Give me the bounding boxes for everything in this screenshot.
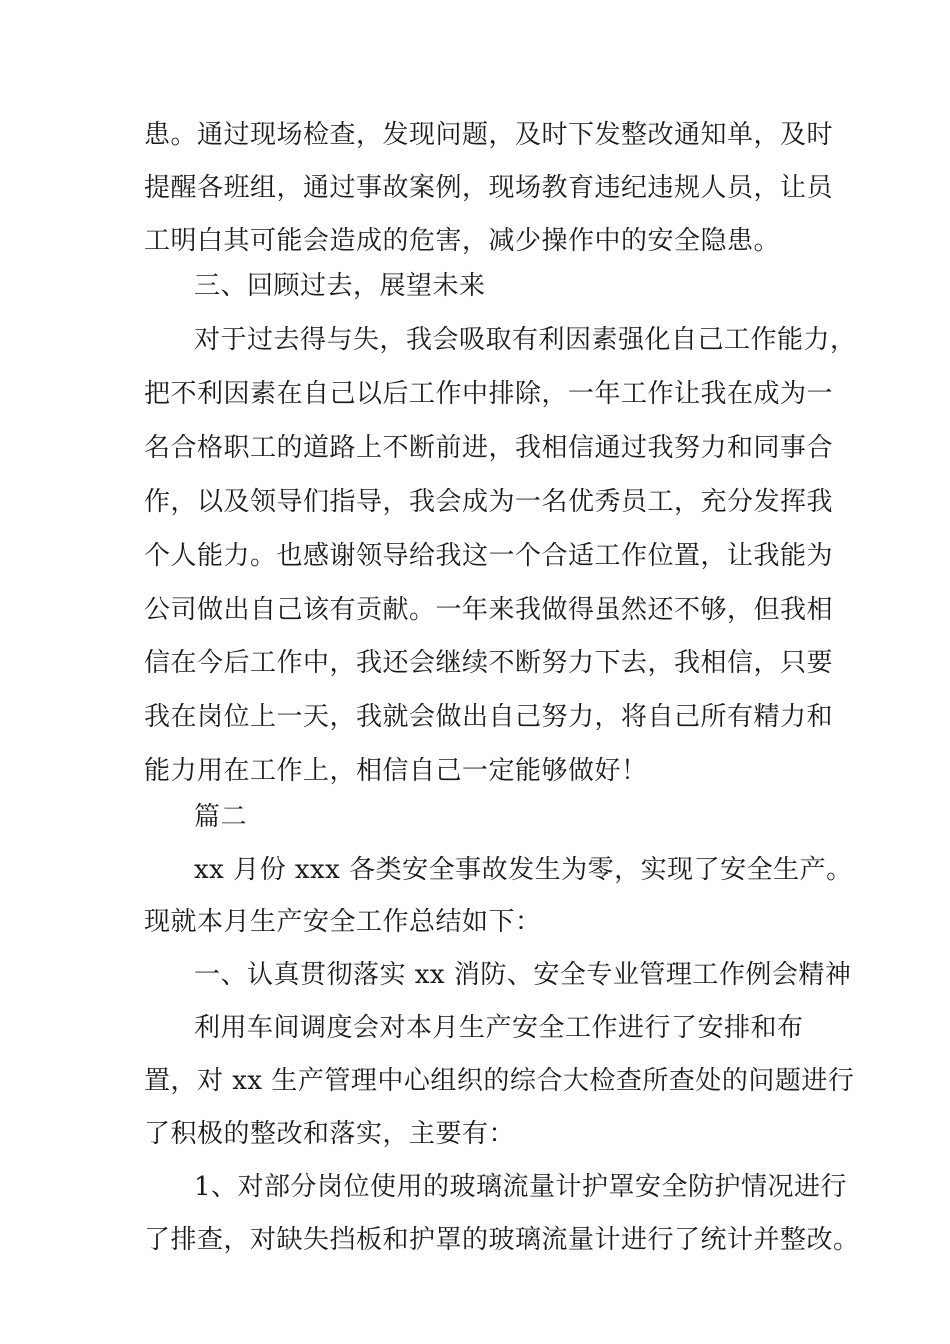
text-line: 把不利因素在自己以后工作中排除，一年工作让我在成为一 <box>144 379 834 409</box>
text-line: xx 月份 xxx 各类安全事故发生为零，实现了安全生产。 <box>194 855 853 885</box>
text-line: 工明白其可能会造成的危害，减少操作中的安全隐患。 <box>144 226 781 256</box>
text-line: 1、对部分岗位使用的玻璃流量计护罩安全防护情况进行 <box>194 1172 848 1202</box>
text-line: 信在今后工作中，我还会继续不断努力下去，我相信，只要 <box>144 648 834 678</box>
text-line: 置，对 xx 生产管理中心组织的综合大检查所查处的问题进行 <box>144 1066 855 1096</box>
text-line: 患。通过现场检查，发现问题，及时下发整改通知单，及时 <box>144 120 834 150</box>
text-line: 现就本月生产安全工作总结如下： <box>144 907 542 937</box>
text-line: 我在岗位上一天，我就会做出自己努力，将自己所有精力和 <box>144 702 834 732</box>
text-line: 对于过去得与失，我会吸取有利因素强化自己工作能力， <box>194 325 857 355</box>
text-line: 作，以及领导们指导，我会成为一名优秀员工，充分发挥我 <box>144 487 834 517</box>
text-line: 名合格职工的道路上不断前进，我相信通过我努力和同事合 <box>144 433 834 463</box>
text-line: 提醒各班组，通过事故案例，现场教育违纪违规人员，让员 <box>144 173 834 203</box>
section-heading: 三、回顾过去，展望未来 <box>194 271 486 301</box>
text-line: 利用车间调度会对本月生产安全工作进行了安排和布 <box>194 1013 804 1043</box>
text-line: 了积极的整改和落实，主要有： <box>144 1119 516 1149</box>
text-line: 公司做出自己该有贡献。一年来我做得虽然还不够，但我相 <box>144 595 834 625</box>
text-line: 个人能力。也感谢领导给我这一个合适工作位置，让我能为 <box>144 541 834 571</box>
text-line: 了排查，对缺失挡板和护罩的玻璃流量计进行了统计并整改。 <box>144 1225 860 1255</box>
section-heading: 一、认真贯彻落实 xx 消防、安全专业管理工作例会精神 <box>194 960 852 990</box>
section-heading: 篇二 <box>194 802 248 832</box>
text-line: 能力用在工作上，相信自己一定能够做好！ <box>144 756 648 786</box>
